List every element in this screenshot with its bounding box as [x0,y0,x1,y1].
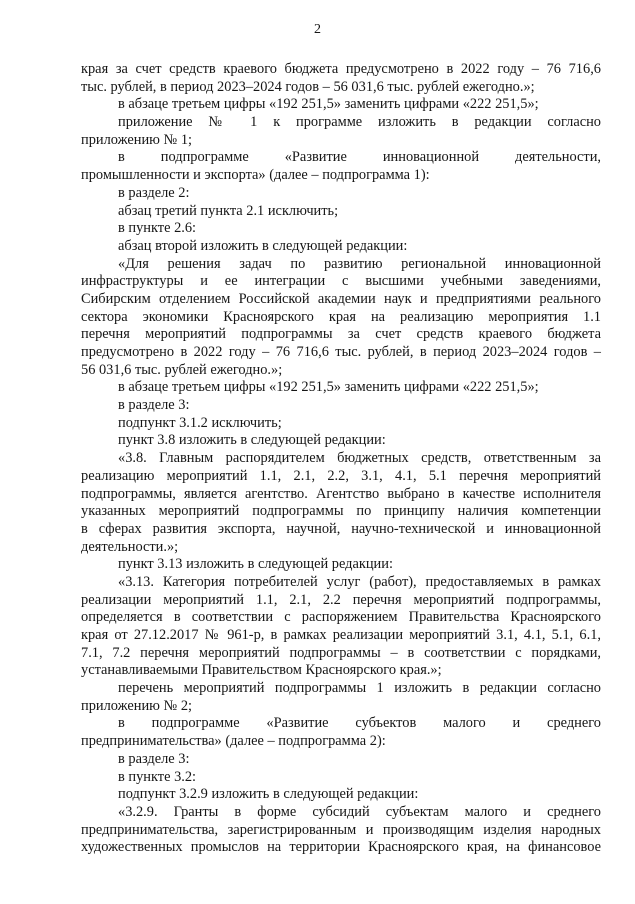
text-line: художественных промыслов на территории Красноярского края, на финансовое [81,839,601,856]
text-line: пункт 3.13 изложить в следующей редакции: [118,556,393,573]
text-line: перечень мероприятий подпрограммы 1 изложить в редакции согласно [118,680,601,697]
text-line: в разделе 3: [118,397,190,414]
text-line: в абзаце третьем цифры «192 251,5» заменить цифрами «222 251,5»; [118,379,539,396]
text-line: приложение № 1 к программе изложить в редакции согласно [118,114,601,131]
text-line: определяется в соответствии с распоряжением Правительства Красноярского [81,609,601,626]
text-line: «3.8. Главным распорядителем бюджетных средств, ответственным за [118,450,601,467]
text-line: в пункте 3.2: [118,768,197,785]
text-line: абзац второй изложить в следующей редакции: [118,237,408,254]
text-line: «3.13. Категория потребителей услуг (работ), предоставляемых в рамках [118,573,601,590]
text-line: указанных мероприятий подпрограммы по принципу наличия компетенции [81,503,601,520]
text-line: перечня мероприятий подпрограммы за счет средств краевого бюджета [81,326,601,343]
text-line: 56 031,6 тыс. рублей ежегодно.»; [81,361,283,378]
text-line: предпринимательства» (далее – подпрограмма 2): [81,733,386,750]
text-line: абзац третий пункта 2.1 исключить; [118,202,339,219]
text-line: подпрограммы, является агентство. Агентство выбрано в качестве исполнителя [81,485,601,502]
text-line: Сибирским отделением Российской академии наук и предприятиями реального [81,290,601,307]
text-line: тыс. рублей, в период 2023–2024 годов – 56 031,6 тыс. рублей ежегодно.»; [81,78,535,95]
text-line: реализации мероприятий 1.1, 2.1, 2.2 перечня мероприятий подпрограммы, [81,591,601,608]
text-line: в пункте 2.6: [118,220,197,237]
text-line: в сферах развития экспорта, научной, научно-технической и инновационной [81,520,601,537]
text-line: подпункт 3.1.2 исключить; [118,414,282,431]
text-line: подпункт 3.2.9 изложить в следующей редакции: [118,786,419,803]
page-number: 2 [314,22,321,37]
text-line: приложению № 2; [81,697,193,714]
text-line: деятельности.»; [81,538,179,555]
text-line: края за счет средств краевого бюджета предусмотрено в 2022 году – 76 716,6 [81,61,601,77]
text-line: промышленности и экспорта» (далее – подпрограмма 1): [81,167,430,184]
text-line: реализацию мероприятий 1.1, 2.1, 2.2, 3.1, 4.1, 5.1 перечня мероприятий [81,467,601,484]
document-body [81,61,601,857]
text-line: инфраструктуры и ее интеграции с высшими учебными заведениями, [81,273,601,290]
text-line: «Для решения задач по развитию региональной инновационной [118,255,601,272]
text-line: в разделе 3: [118,750,190,767]
text-line: в подпрограмме «Развитие инновационной деятельности, [118,149,601,166]
text-line: в абзаце третьем цифры «192 251,5» заменить цифрами «222 251,5»; [118,96,539,113]
text-line: в подпрограмме «Развитие субъектов малого и среднего [118,715,601,732]
text-line: сектора экономики Красноярского края на реализацию мероприятия 1.1 [81,308,601,325]
text-line: 7.1, 7.2 перечня мероприятий подпрограммы – в соответствии с порядками, [81,644,601,661]
text-line: пункт 3.8 изложить в следующей редакции: [118,432,386,449]
text-line: «3.2.9. Гранты в форме субсидий субъектам малого и среднего [118,803,601,820]
text-line: предусмотрено в 2022 году – 76 716,6 тыс. рублей, в период 2023–2024 годов – [81,344,601,360]
text-line: края от 27.12.2017 № 961-р, в рамках реализации мероприятий 3.1, 4.1, 5.1, 6.1, [81,627,601,643]
text-line: предпринимательства, зарегистрированным и производящим изделия народных [81,821,601,838]
text-line: устанавливаемыми Правительством Красноярского края.»; [81,662,442,679]
text-line: в разделе 2: [118,184,190,201]
text-line: приложению № 1; [81,131,193,148]
